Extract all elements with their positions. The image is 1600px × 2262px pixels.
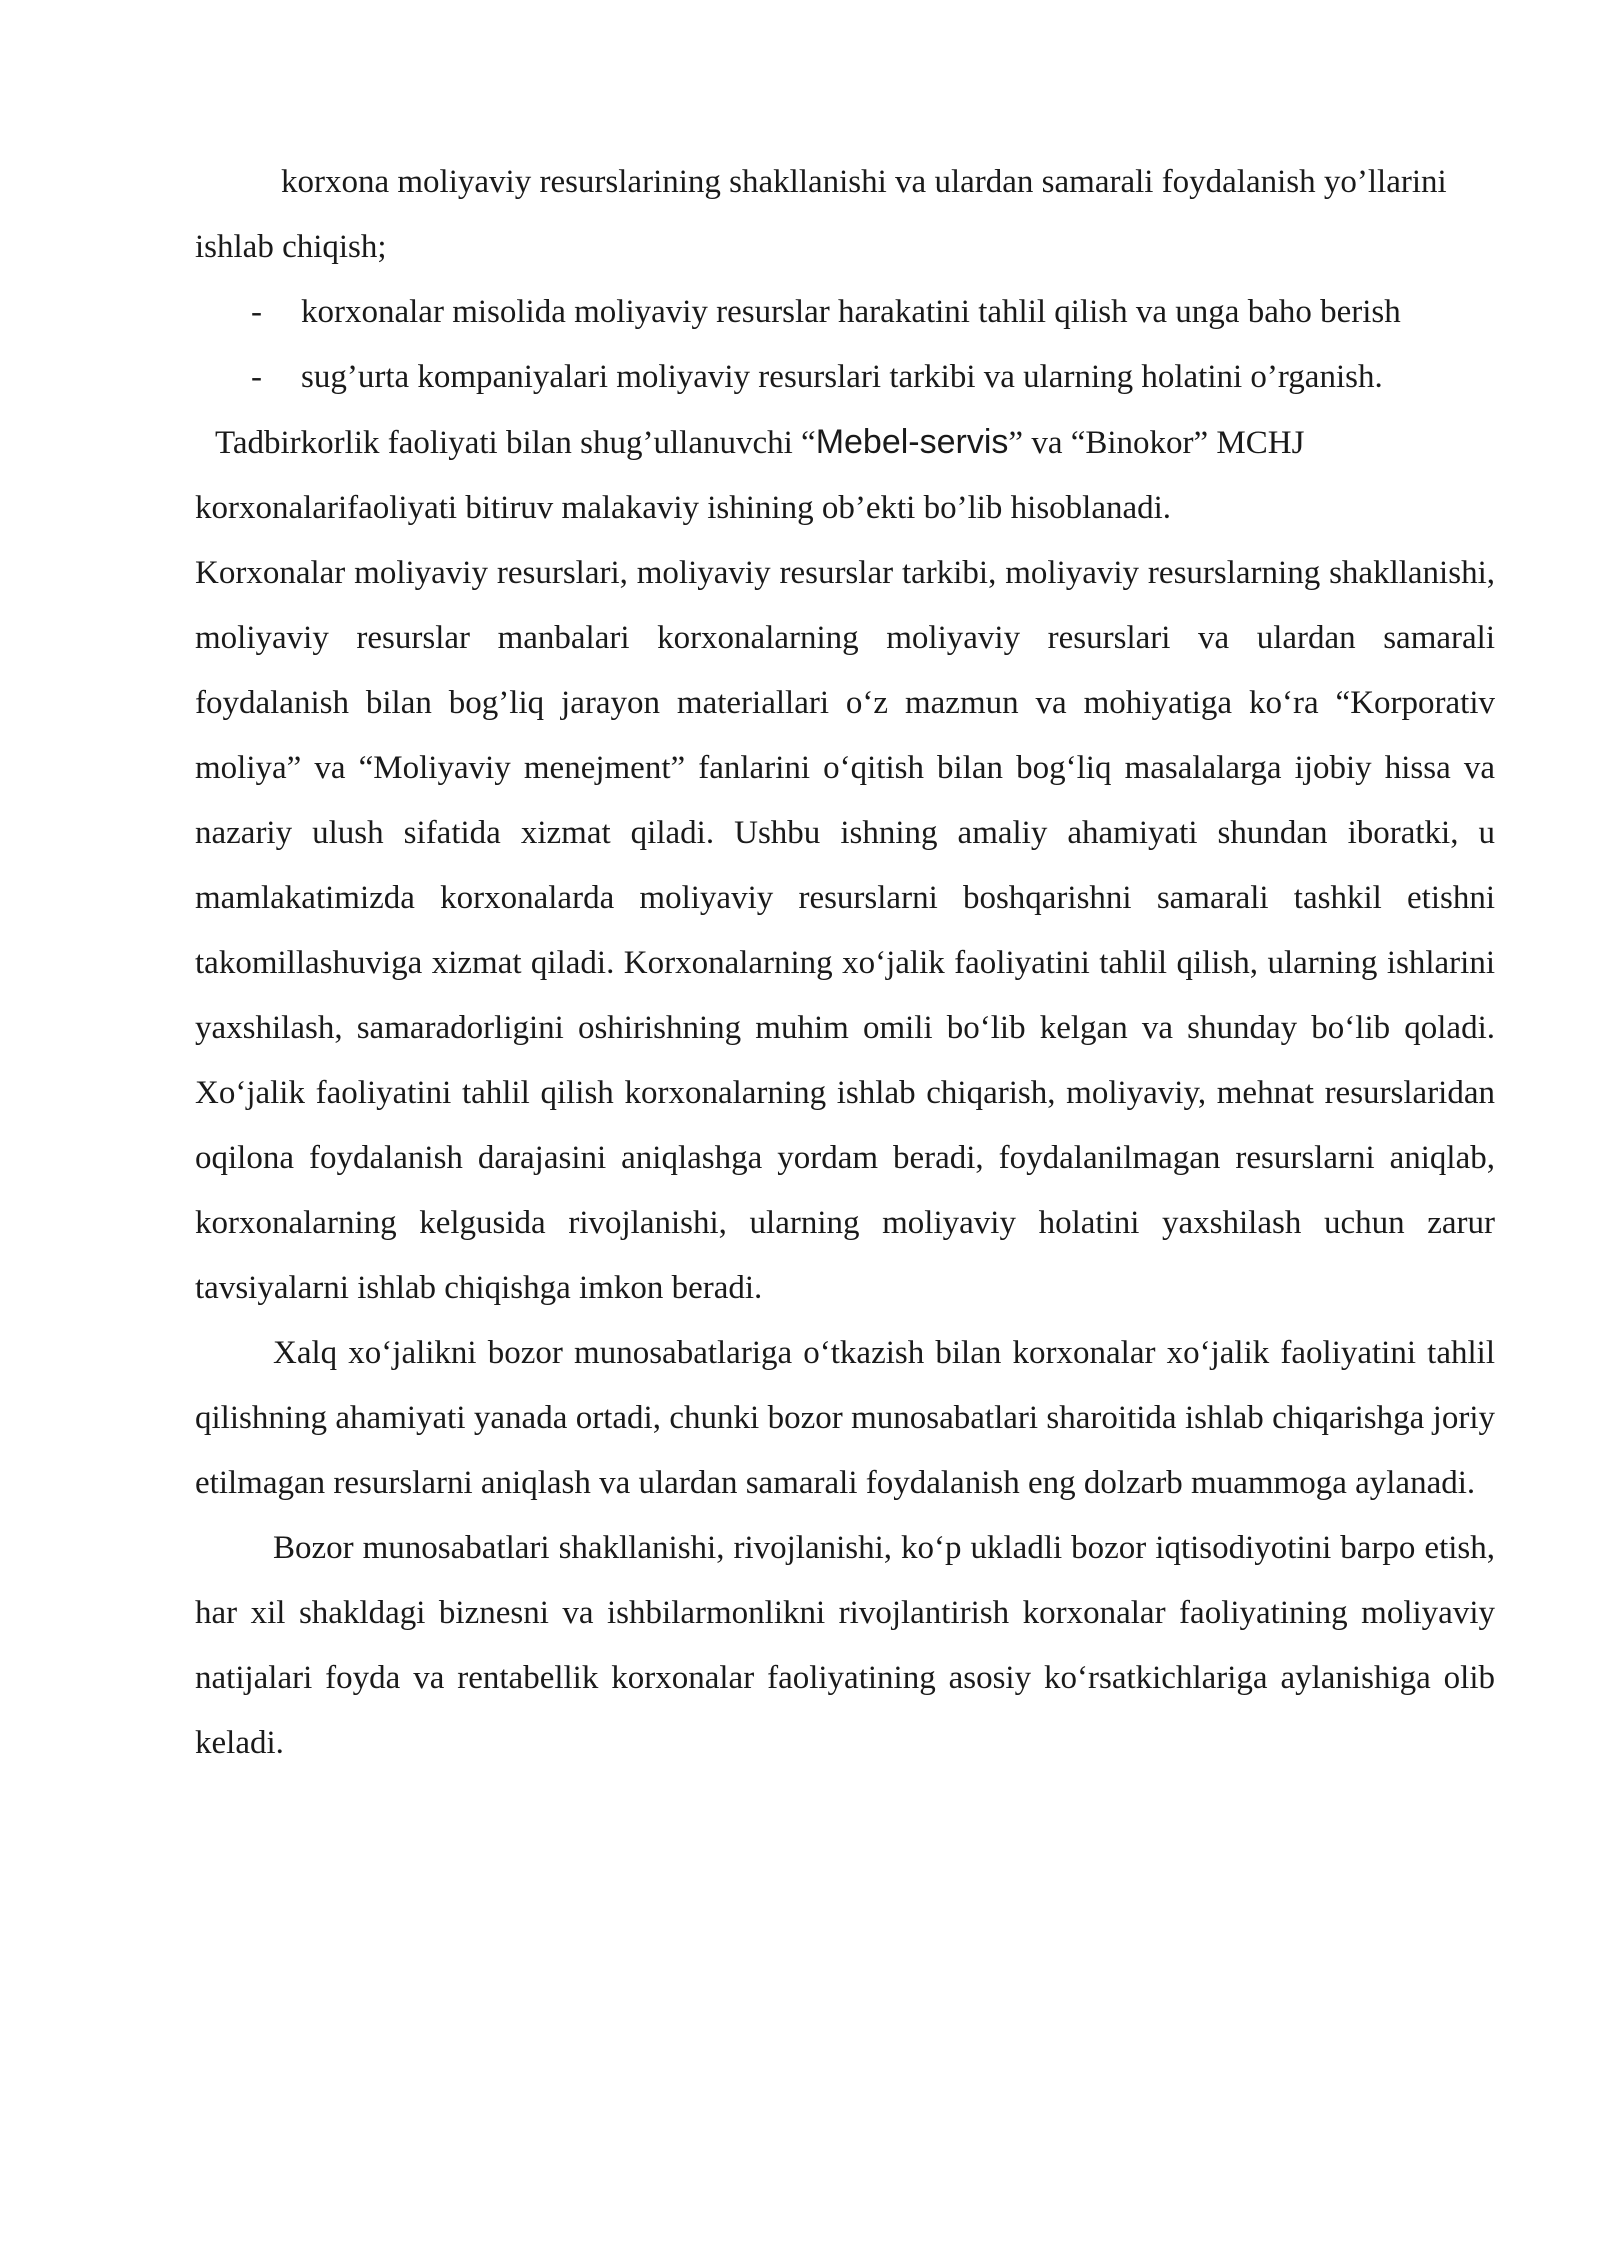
body-paragraph: Bozor munosabatlari shakllanishi, rivojlanishi, ko‘p ukladli bozor iqtisodiyotini barpo etish, har xil shakldagi biznesni va ishbilarmonlikni rivojlantirish korxonalar faoliyatining moliyaviy natijalari foyda va rentabellik korxonalar faoliyatining asosiy ko‘rsatkichlariga aylanishiga olib keladi. — [195, 1530, 1495, 1761]
body-paragraph: Xalq xo‘jalikni bozor munosabatlariga o‘tkazish bilan korxonalar xo‘jalik faoliyatini tahlil qilishning ahamiyati yanada ortadi, chunki bozor munosabatlari sharoitida ishlab chiqarishga joriy etilmagan resurslarni aniqlash va ulardan samarali foydalanish eng dolzarb muammoga aylanadi. — [195, 1335, 1495, 1501]
list-item — [195, 280, 1495, 345]
list-item-text: sug’urta kompaniyalari moliyaviy resurslari tarkibi va ularning holatini o’rganish. — [301, 359, 1383, 395]
company-name-mebel-servis: Mebel-servis — [815, 423, 1009, 461]
object-text-end: ” va “Binokor” MCHJ korxonalarifaoliyati bitiruv malakaviy ishining ob’ekti bo’lib hisoblanadi. — [195, 425, 1305, 526]
document-page — [195, 150, 1495, 1776]
list-item-text: korxonalar misolida moliyaviy resurslar harakatini tahlil qilish va unga baho berish — [301, 294, 1401, 330]
list-marker: - — [251, 359, 262, 395]
body-paragraph: Korxonalar moliyaviy resurslari, moliyaviy resurslar tarkibi, moliyaviy resurslarning shakllanishi, moliyaviy resurslar manbalari korxonalarning moliyaviy resurslari va ulardan samarali foydalanish bilan bog’liq jarayon materiallari o‘z mazmun va mohiyatiga ko‘ra “Korporativ moliya” va “Moliyaviy menejment” fanlarini o‘qitish bilan bog‘liq masalalarga ijobiy hissa va nazariy ulush sifatida xizmat qiladi. Ushbu ishning amaliy ahamiyati shundan iboratki, u mamlakatimizda korxonalarda moliyaviy resurslarni boshqarishni samarali tashkil etishni takomillashuviga xizmat qiladi. Korxonalarning xo‘jalik faoliyatini tahlil qilish, ularning ishlarini yaxshilash, samaradorligini oshirishning muhim omili bo‘lib kelgan va shunday bo‘lib qoladi. Xo‘jalik faoliyatini tahlil qilish korxonalarning ishlab chiqarish, moliyaviy, mehnat resurslaridan oqilona foydalanish darajasini aniqlashga yordam beradi, foydalanilmagan resurslarni aniqlab, korxonalarning kelgusida rivojlanishi, ularning moliyaviy holatini yaxshilash uchun zarur tavsiyalarni ishlab chiqishga imkon beradi. — [195, 555, 1495, 1306]
goals-list — [195, 280, 1495, 410]
object-text-start: Tadbirkorlik faoliyati bilan shug’ullanuvchi “ — [215, 425, 816, 461]
list-marker: - — [251, 294, 262, 330]
list-item — [195, 345, 1495, 410]
object-paragraph — [195, 410, 1495, 541]
intro-line: korxona moliyaviy resurslarining shakllanishi va ulardan samarali foydalanish yo’llarini ishlab chiqish; — [195, 164, 1447, 265]
